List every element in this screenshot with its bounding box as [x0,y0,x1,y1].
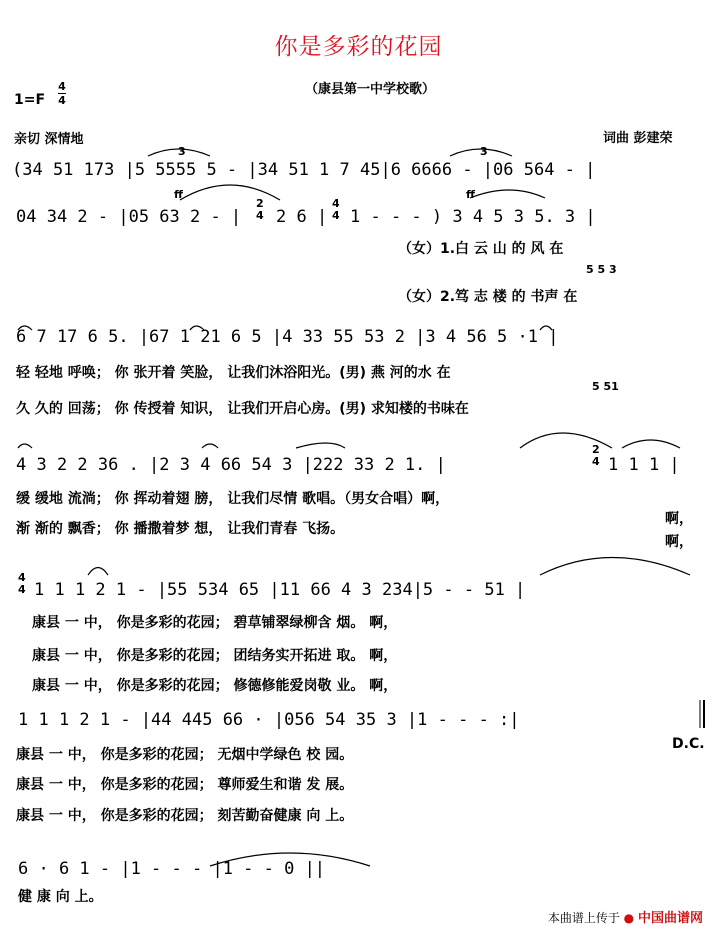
lyric-verse-1: 康县 一 中， 你是多彩的花园； 碧草铺翠绿柳含 烟。 啊， [32,615,398,631]
slur-mark [296,443,345,448]
lyric-final: 健 康 向 上。 [18,889,103,905]
slur-mark [18,326,32,330]
lyric-verse-2: （女）2.笃 志 楼 的 书声 在 [398,289,578,305]
tempo-marking: 亲切 深情地 [14,132,84,147]
da-capo: D.C. [672,736,705,752]
time-signature-top: 4 [58,80,66,93]
key-signature: 1=F [14,92,46,108]
site-logo-icon: ● [623,911,635,925]
lyric-verse-3: 康县 一 中， 你是多彩的花园； 刻苦勤奋健康 向 上。 [16,808,354,824]
footer-text: 本曲谱上传于 [547,911,620,925]
slur-mark [520,433,612,448]
notation-line-6: 1 1 1 2 1 - |55 534 65 |11 66 4 3 234|5 - - 51 | [34,580,526,600]
notation-line-4: 6 7 17 6 5. |67 1 21 6 5 |4 33 55 53 2 |3 4 56 5 ·1 | [16,327,559,347]
slur-mark [622,440,680,448]
notes-above: 5 51 [592,380,619,393]
slur-mark [540,326,552,330]
time-signature-bottom: 4 [58,94,66,107]
lyric-verse-3: 康县 一 中， 你是多彩的花园； 修德修能爱岗敬 业。 啊， [32,678,398,694]
lyric-verse-1: （女）1.白 云 山 的 风 在 [398,241,564,257]
ts-bottom: 4 [256,209,264,222]
lyric-verse-2: 久 久的 回荡； 你 传授着 知识， 让我们开启心房。(男) 求知楼的书味在 [16,401,469,417]
notation-line-7: 1 1 1 2 1 - |44 445 66 · |056 54 35 3 |1 - - - :| [18,710,520,730]
lyric-verse-1: 康县 一 中， 你是多彩的花园； 无烟中学绿色 校 园。 [16,747,354,763]
lyric-verse-1: 缓 缓地 流淌； 你 挥动着翅 膀， 让我们尽情 歌唱。（男女合唱）啊， [16,491,450,507]
lyric-verse-2: 康县 一 中， 你是多彩的花园； 团结务实开拓进 取。 啊， [32,648,398,664]
notation-line-2b: 2 6 | [276,207,328,227]
notation-line-5b: 1 1 1 | [608,455,680,475]
ts-top: 4 [18,571,26,584]
triplet-mark: 3 [178,145,186,158]
lyric-verse-2: 渐 渐的 飘香； 你 播撒着梦 想， 让我们青春 飞扬。 [16,521,345,537]
footer-site-link[interactable]: 中国曲谱网 [637,911,703,926]
slur-mark [190,326,204,330]
dynamic-ff: ff [174,188,183,201]
slur-mark [470,190,545,198]
ts-top: 4 [332,197,340,210]
notation-line-2c: 1 - - - ) 3 4 5 3 5. 3 | [350,207,596,227]
slur-mark [18,444,32,448]
lyric-verse-1: 轻 轻地 呼唤； 你 张开着 笑脸， 让我们沐浴阳光。(男) 燕 河的水 在 [16,365,451,381]
slur-mark [540,558,690,576]
notation-line-5: 4 3 2 2 36 . |2 3 4 66 54 3 |222 33 2 1. | [16,455,446,475]
notes-above: 5 5 3 [586,263,617,276]
ts-bottom: 4 [592,455,600,468]
ts-bottom: 4 [18,583,26,596]
slur-mark [148,149,210,156]
page-title: 你是多彩的花园 [274,34,443,60]
notation-line-8: 6 · 6 1 - |1 - - - |1 - - 0 || [18,859,326,879]
triplet-mark: 3 [480,145,488,158]
notation-line-1: (34 51 173 |5 5555 5 - |34 51 1 7 45|6 6666 - |06 564 - | [12,160,596,180]
ts-bottom: 4 [332,209,340,222]
slur-mark [202,444,218,448]
slur-mark [180,185,280,200]
notation-line-2a: 04 34 2 - |05 63 2 - | [16,207,242,227]
dynamic-ff: ff [466,188,475,201]
slur-mark [88,568,108,576]
lyric-verse-2-end: 啊， [665,511,693,527]
lyric-verse-3-end: 啊， [665,534,693,550]
slur-mark [450,149,512,156]
slur-mark [210,853,370,866]
author-credit: 词曲 彭建荣 [603,131,673,146]
ts-top: 2 [592,443,600,456]
lyric-verse-2: 康县 一 中， 你是多彩的花园； 尊师爱生和谐 发 展。 [16,777,354,793]
subtitle: （康县第一中学校歌） [305,82,436,97]
ts-top: 2 [256,197,264,210]
